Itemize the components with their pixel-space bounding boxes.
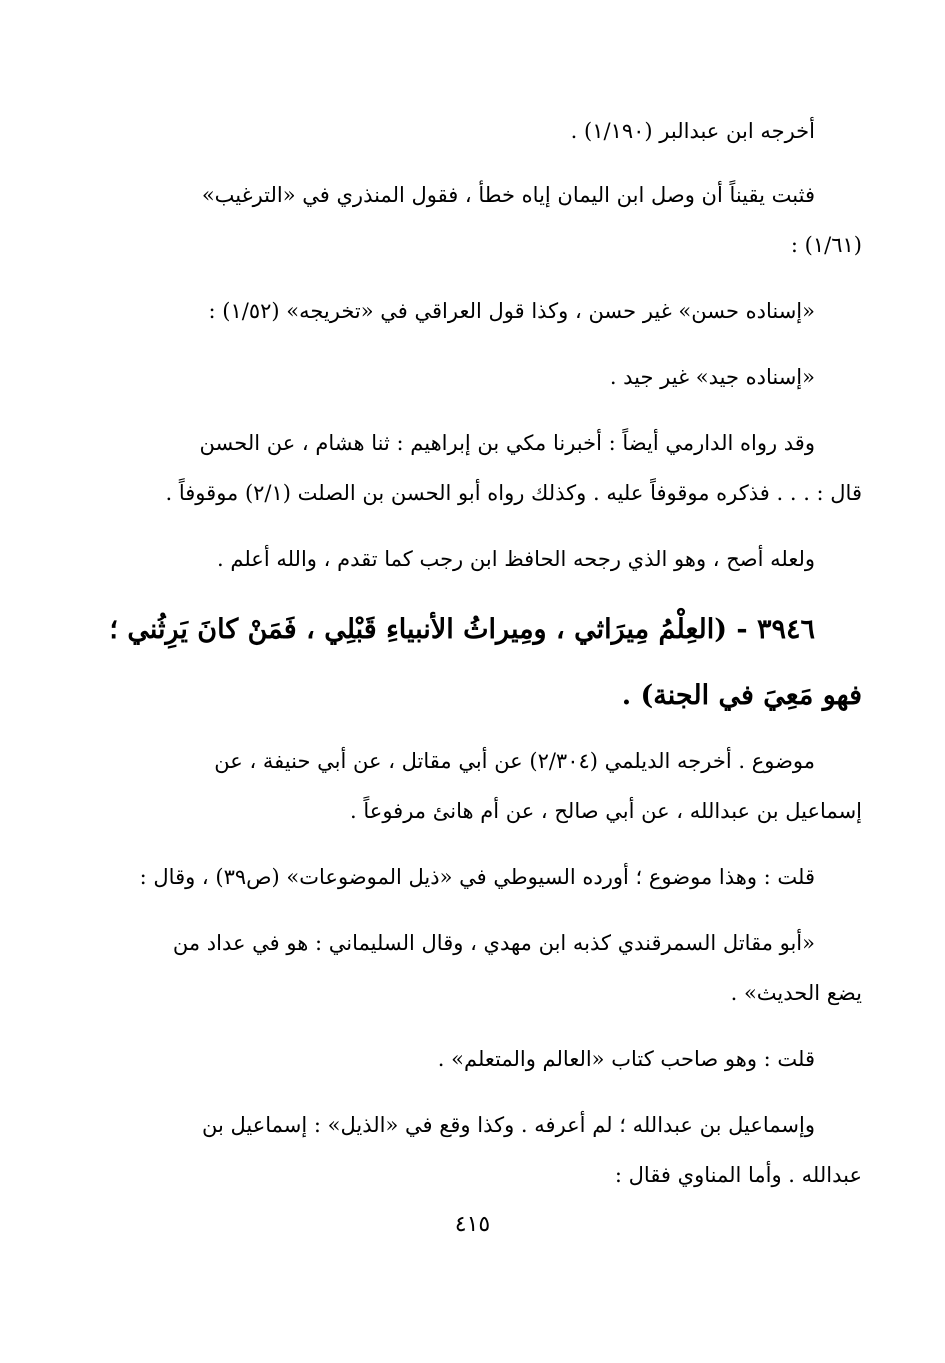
text-line: فثبت يقيناً أن وصل ابن اليمان إياه خطأ ، فقول المنذري في «الترغيب» bbox=[201, 183, 815, 207]
text-line: أخرجه ابن عبدالبر (١/١٩٠) . bbox=[570, 119, 815, 143]
quote-line: «أبو مقاتل السمرقندي كذبه ابن مهدي ، وقال السليماني : هو في عداد من bbox=[172, 931, 815, 955]
text-line: وقد رواه الدارمي أيضاً : أخبرنا مكي بن إبراهيم : ثنا هشام ، عن الحسن bbox=[199, 431, 815, 455]
page-number: ٤١٥ bbox=[454, 1212, 491, 1237]
hadith-heading: فهو مَعِيَ في الجنة) . bbox=[621, 680, 862, 711]
text-line: (١/٦١) : bbox=[790, 233, 862, 257]
text-line: موضوع . أخرجه الديلمي (٢/٣٠٤) عن أبي مقاتل ، عن أبي حنيفة ، عن bbox=[214, 749, 815, 773]
text-line: قلت : وهذا موضوع ؛ أورده السيوطي في «ذيل الموضوعات» (ص٣٩) ، وقال : bbox=[139, 865, 815, 889]
text-line: إسماعيل بن عبدالله ، عن أبي صالح ، عن أم هانئ مرفوعاً . bbox=[350, 799, 862, 823]
hadith-heading: ٣٩٤٦ - (العِلْمُ مِيرَاثي ، ومِيراثُ الأنبياءِ قَبْلِي ، فَمَنْ كانَ يَرِثُني ؛ bbox=[109, 614, 815, 645]
text-line: وإسماعيل بن عبدالله ؛ لم أعرفه . وكذا وقع في «الذيل» : إسماعيل بن bbox=[201, 1113, 815, 1137]
quote-line: يضع الحديث» . bbox=[730, 981, 862, 1005]
text-line: قال : . . . فذكره موقوفاً عليه . وكذلك رواه أبو الحسن بن الصلت (٢/١) موقوفاً . bbox=[165, 481, 862, 505]
quote-line: «إسناده جيد» غير جيد . bbox=[609, 365, 815, 389]
text-line: عبدالله . وأما المناوي فقال : bbox=[614, 1163, 862, 1187]
quote-line: «إسناده حسن» غير حسن ، وكذا قول العراقي في «تخريجه» (١/٥٢) : bbox=[208, 299, 815, 323]
text-line: قلت : وهو صاحب كتاب «العالم والمتعلم» . bbox=[437, 1047, 815, 1071]
text-line: ولعله أصح ، وهو الذي رجحه الحافظ ابن رجب كما تقدم ، والله أعلم . bbox=[217, 547, 815, 571]
